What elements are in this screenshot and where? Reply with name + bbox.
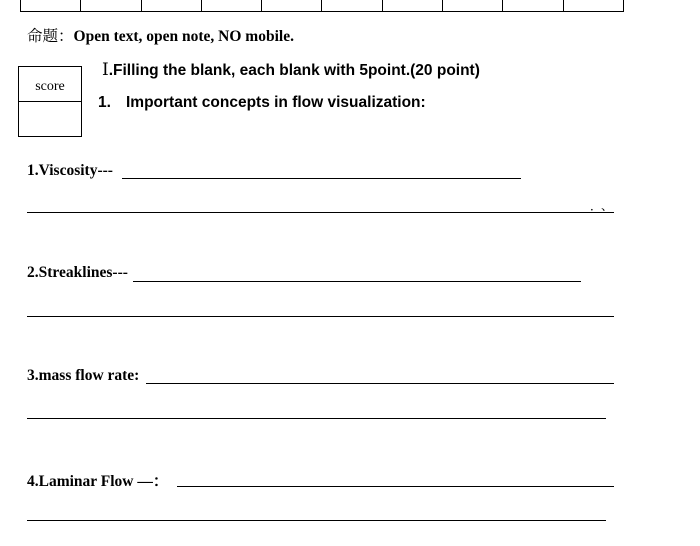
score-entry-cell[interactable] [19, 102, 81, 137]
item-label-mass-flow-rate: 3.mass flow rate: [27, 367, 140, 384]
score-label: score [19, 67, 81, 102]
exam-note [27, 24, 294, 46]
grid-cell [383, 0, 443, 11]
grid-cell [21, 0, 81, 11]
grid-cell [262, 0, 322, 11]
answer-blank[interactable] [27, 520, 606, 521]
question-number: 1. [98, 94, 111, 111]
item-label-viscosity: 1.Viscosity--- [27, 162, 113, 179]
answer-blank[interactable] [177, 486, 614, 487]
grid-cell [503, 0, 563, 11]
grid-cell [202, 0, 262, 11]
grid-cell [564, 0, 624, 11]
question-title [98, 94, 426, 112]
exam-note-label: 命题： [27, 28, 74, 45]
question-text: Important concepts in flow visualization: [126, 94, 426, 111]
answer-blank[interactable] [27, 212, 614, 213]
grid-cell [81, 0, 141, 11]
grid-cell [142, 0, 202, 11]
grid-cell [443, 0, 503, 11]
item-label-streaklines: 2.Streaklines--- [27, 264, 128, 281]
stray-marks: ．、 [590, 199, 619, 213]
answer-blank[interactable] [27, 418, 606, 419]
section-title-text: .Filling the blank, each blank with 5point.(20 point) [108, 62, 480, 79]
section-title [102, 60, 480, 80]
header-grid [20, 0, 624, 12]
answer-blank[interactable] [122, 178, 521, 179]
section-roman-numeral: Ⅰ [102, 60, 109, 79]
exam-note-text: Open text, open note, NO mobile. [73, 28, 294, 45]
item-label-laminar-flow: 4.Laminar Flow —： [27, 473, 169, 490]
answer-blank[interactable] [27, 316, 614, 317]
grid-cell [322, 0, 382, 11]
answer-blank[interactable] [133, 281, 581, 282]
answer-blank[interactable] [146, 383, 614, 384]
score-box [18, 66, 82, 137]
